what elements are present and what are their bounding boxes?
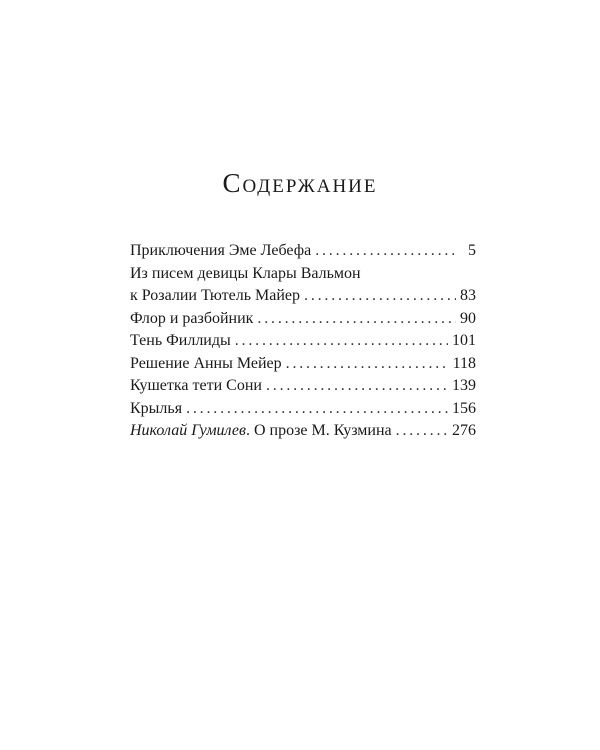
toc-entry-1[interactable] bbox=[130, 240, 476, 263]
toc-entry-page: 101 bbox=[452, 332, 476, 349]
toc-entry-page: 5 bbox=[468, 242, 476, 259]
toc-entry-page: 276 bbox=[452, 422, 476, 439]
dot-leader bbox=[235, 330, 448, 353]
toc-entry-title: Из писем девицы Клары Вальмон bbox=[130, 264, 361, 282]
toc-entry-title: . О прозе М. Кузмина bbox=[245, 422, 392, 439]
dot-leader bbox=[304, 285, 456, 308]
toc-entry-author: Николай Гумилев bbox=[130, 422, 246, 439]
toc-entry-page: 90 bbox=[460, 309, 476, 327]
dot-leader bbox=[286, 353, 449, 376]
dot-leader bbox=[186, 398, 448, 421]
toc-entry-page: 118 bbox=[452, 354, 476, 372]
toc-entry-7[interactable] bbox=[130, 398, 476, 421]
toc-entry-title: Тень Филлиды bbox=[130, 332, 231, 349]
toc-entry-title: Кушетка тети Сони bbox=[130, 377, 262, 394]
toc-entry-3[interactable] bbox=[130, 308, 476, 331]
toc-entry-page: 156 bbox=[452, 399, 476, 417]
toc-entry-page: 83 bbox=[460, 287, 476, 304]
dot-leader bbox=[315, 240, 458, 263]
toc-entry-6[interactable] bbox=[130, 375, 476, 398]
toc-entry-5[interactable] bbox=[130, 353, 476, 376]
table-of-contents bbox=[130, 240, 476, 443]
toc-entry-4[interactable] bbox=[130, 330, 476, 353]
toc-entry-title: Решение Анны Мейер bbox=[130, 354, 282, 372]
dot-leader bbox=[266, 375, 448, 398]
toc-entry-page: 139 bbox=[452, 377, 476, 394]
toc-entry-title: Флор и разбойник bbox=[130, 309, 254, 327]
dot-leader bbox=[257, 308, 456, 331]
toc-entry-title: к Розалии Тютель Майер bbox=[130, 287, 301, 304]
toc-entry-2-line-1[interactable] bbox=[130, 263, 476, 286]
toc-entry-title-wrapper bbox=[130, 420, 392, 443]
toc-entry-2-line-2[interactable] bbox=[130, 285, 476, 308]
dot-leader bbox=[396, 420, 448, 443]
page-title: Содержание bbox=[222, 168, 378, 198]
toc-entry-title: Приключения Эме Лебефа bbox=[130, 242, 312, 259]
toc-entry-8[interactable] bbox=[130, 420, 476, 443]
toc-entry-title: Крылья bbox=[130, 399, 183, 417]
